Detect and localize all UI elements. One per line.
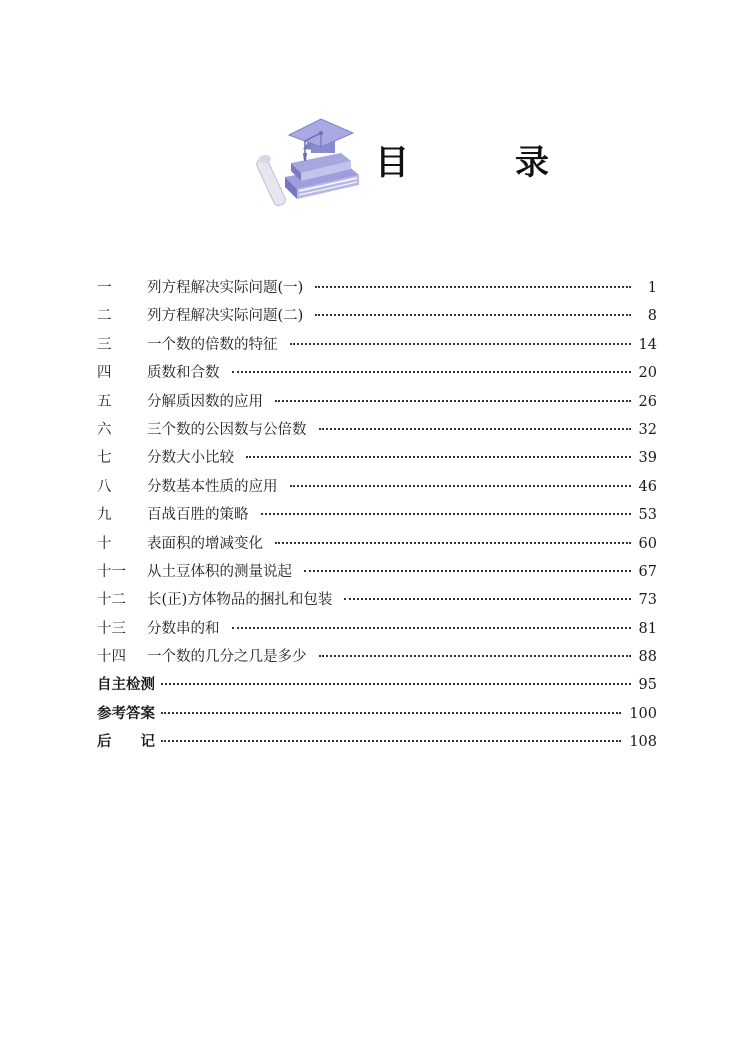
toc-entry-title: 百战百胜的策略: [147, 507, 249, 524]
toc-entry-title: 后 记: [97, 734, 155, 751]
toc-entry-page-number: 26: [638, 393, 657, 410]
toc-entry-page-number: 73: [638, 592, 657, 609]
dot-leader: [161, 712, 621, 714]
dot-leader: [232, 371, 631, 373]
toc-entry-number: 六: [97, 421, 112, 438]
toc-entry-number: 三: [97, 336, 112, 353]
toc-entry-number: 十二: [97, 592, 126, 609]
dot-leader: [344, 598, 630, 600]
toc-entry[interactable]: [97, 645, 657, 673]
toc-entry-title: 分解质因数的应用: [147, 393, 263, 410]
toc-entry[interactable]: [97, 730, 657, 758]
toc-entry-page-number: 108: [629, 734, 657, 751]
dot-leader: [304, 570, 631, 572]
toc-entry[interactable]: [97, 673, 657, 701]
dot-leader: [290, 343, 631, 345]
book-stack: [285, 153, 359, 199]
toc-entry-number: 四: [97, 365, 112, 382]
toc-entry[interactable]: [97, 361, 657, 389]
toc-entry-title: 一个数的几分之几是多少: [147, 649, 307, 666]
toc-entry-title: 长(正)方体物品的捆扎和包装: [147, 592, 333, 609]
toc-entry-page-number: 88: [638, 649, 657, 666]
toc-entry[interactable]: [97, 617, 657, 645]
toc-entry-title: 自主检测: [97, 677, 155, 694]
toc-entry-title: 表面积的增减变化: [147, 535, 263, 552]
toc-entry-title: 三个数的公因数与公倍数: [147, 421, 307, 438]
page-title: 目 录: [375, 143, 585, 183]
mortarboard: [289, 119, 353, 161]
toc-entry-page-number: 46: [638, 478, 657, 495]
toc-entry-number: 九: [97, 507, 112, 524]
toc-entry[interactable]: [97, 503, 657, 531]
toc-entry-title: 列方程解决实际问题(一): [147, 280, 304, 296]
toc-entry-number: 十三: [97, 620, 126, 637]
diploma-scroll: [255, 155, 287, 207]
toc-entry-page-number: 14: [638, 336, 657, 353]
dot-leader: [319, 428, 631, 430]
toc-entry[interactable]: [97, 333, 657, 361]
toc-entry[interactable]: [97, 418, 657, 446]
toc-entry-number: 二: [97, 308, 112, 325]
toc-entry-page-number: 20: [638, 365, 657, 382]
dot-leader: [232, 627, 631, 629]
toc-header: [255, 105, 585, 215]
toc-entry-number: 十四: [97, 649, 126, 666]
toc-entry-title: 质数和合数: [147, 365, 220, 382]
toc-entry-number: 七: [97, 450, 112, 467]
toc-entry[interactable]: [97, 560, 657, 588]
toc-entry-page-number: 39: [638, 450, 657, 467]
toc-entry-number: 八: [97, 478, 112, 495]
dot-leader: [246, 456, 631, 458]
dot-leader: [275, 542, 631, 544]
table-of-contents: [97, 276, 657, 759]
toc-entry-page-number: 53: [638, 507, 657, 524]
toc-entry[interactable]: [97, 588, 657, 616]
toc-entry-title: 分数串的和: [147, 620, 220, 637]
toc-entry[interactable]: [97, 475, 657, 503]
dot-leader: [315, 314, 631, 316]
toc-entry-page-number: 32: [638, 421, 657, 438]
graduation-cap-icon: [255, 105, 375, 210]
toc-entry-title: 参考答案: [97, 705, 155, 722]
toc-entry[interactable]: [97, 390, 657, 418]
dot-leader: [161, 740, 621, 742]
toc-entry-title: 从土豆体积的测量说起: [147, 563, 292, 580]
toc-entry[interactable]: [97, 276, 657, 304]
toc-entry-number: 五: [97, 393, 112, 410]
toc-entry[interactable]: [97, 532, 657, 560]
toc-entry[interactable]: [97, 702, 657, 730]
dot-leader: [319, 655, 631, 657]
dot-leader: [290, 485, 631, 487]
dot-leader: [261, 513, 631, 515]
toc-entry-page-number: 95: [638, 677, 657, 694]
toc-entry-page-number: 100: [629, 705, 657, 722]
toc-entry-number: 一: [97, 280, 112, 296]
dot-leader: [315, 286, 631, 288]
toc-entry-page-number: 8: [647, 308, 657, 325]
toc-entry-page-number: 1: [647, 280, 657, 296]
toc-entry-title: 列方程解决实际问题(二): [147, 308, 304, 325]
toc-rows: [97, 276, 657, 759]
toc-entry-title: 分数基本性质的应用: [147, 478, 278, 495]
dot-leader: [161, 683, 631, 685]
dot-leader: [275, 400, 631, 402]
toc-entry[interactable]: [97, 446, 657, 474]
toc-entry-title: 分数大小比较: [147, 450, 234, 467]
toc-entry-page-number: 67: [638, 563, 657, 580]
toc-entry-number: 十一: [97, 563, 126, 580]
toc-entry[interactable]: [97, 304, 657, 332]
toc-entry-title: 一个数的倍数的特征: [147, 336, 278, 353]
toc-entry-page-number: 60: [638, 535, 657, 552]
toc-entry-number: 十: [97, 535, 112, 552]
toc-entry-page-number: 81: [638, 620, 657, 637]
